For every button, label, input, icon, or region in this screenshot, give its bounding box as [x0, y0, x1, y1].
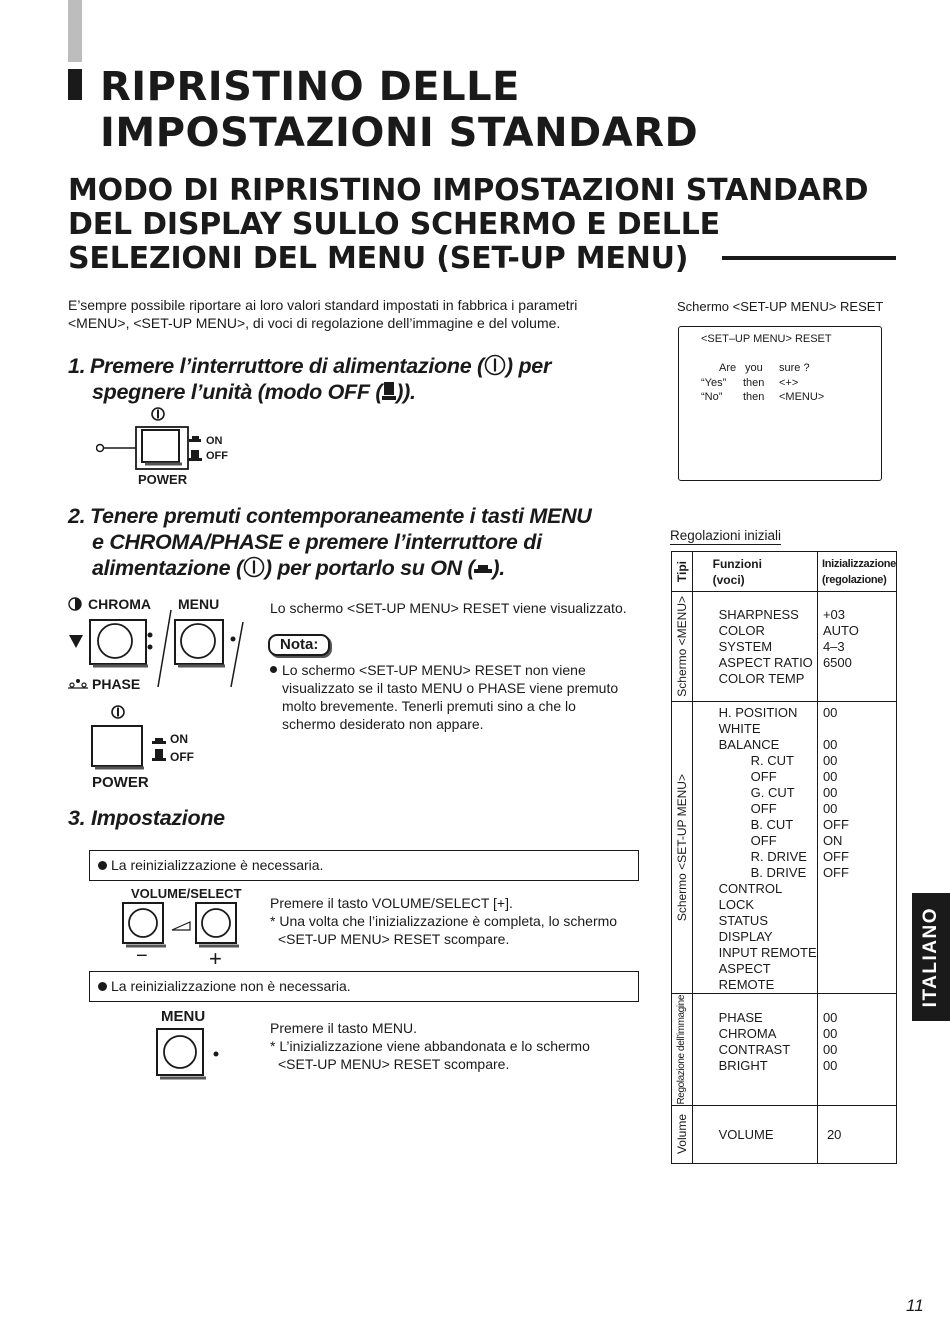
- column-header-inizializzazione: Inizializzazione (regolazione): [817, 552, 896, 592]
- off-position-icon: [155, 749, 163, 759]
- page-number: 11: [906, 1296, 924, 1315]
- intro-paragraph: E’sempre possibile riportare ai loro valori standard impostati in fabbrica i parametri <MENU>, <SET-UP MENU>, di voci di regolazione dell’immagine e del volume.: [68, 297, 578, 331]
- power-button: [142, 430, 179, 462]
- section-title-rule: [722, 256, 896, 260]
- power-button: [92, 726, 142, 766]
- screen-caption: Schermo <SET-UP MENU> RESET: [677, 299, 884, 314]
- bullet-icon: [270, 666, 277, 673]
- case-1-text: Premere il tasto VOLUME/SELECT [+]. * Una volta che l’inizializzazione è completa, lo schermo <SET-UP MENU> RESET scompare.: [270, 895, 618, 947]
- menu-label: MENU: [178, 596, 220, 612]
- on-position-icon: [152, 741, 166, 744]
- column-header-funzioni: Funzioni (voci): [692, 552, 817, 592]
- power-symbol-icon: [484, 354, 506, 376]
- off-position-icon: [382, 381, 396, 401]
- minus-label: −: [136, 945, 148, 967]
- volume-ramp-icon: [172, 922, 190, 930]
- menu-button-diagram: [154, 1026, 224, 1082]
- case-2-text: Premere il tasto MENU. * L’inizializzazione viene abbandonata e lo schermo <SET-UP MENU> RESET scompare.: [270, 1020, 590, 1072]
- section-title: MODO DI RIPRISTINO IMPOSTAZIONI STANDARD DEL DISPLAY SULLO SCHERMO E DELLE SELEZIONI DEL MENU (SET-UP MENU): [68, 173, 869, 276]
- plus-label: +: [209, 946, 222, 971]
- step-2: 2. Tenere premuti contemporaneamente i tasti MENU e CHROMA/PHASE e premere l’interruttore di alimentazione ( ) per portarlo su ON ( ).: [68, 504, 592, 580]
- initial-settings-table: [671, 551, 897, 1164]
- menu-label: MENU: [161, 1008, 206, 1025]
- table-caption: Regolazioni iniziali: [670, 528, 782, 543]
- power-label: POWER: [92, 774, 149, 791]
- volume-select-label: VOLUME/SELECT: [131, 886, 242, 901]
- table-row: Regolazione dell’immagine PHASE CHROMA CONTRAST BRIGHT 00 00 00 00: [672, 994, 897, 1106]
- table-row: Schermo <MENU> SHARPNESS COLOR SYSTEM ASPECT RATIO COLOR TEMP +03 AUTO 4–3 6500: [672, 592, 897, 702]
- table-row: Schermo <SET-UP MENU> H. POSITION WHITE BALANCE R. CUT OFF G. CUT OFF B. CUT OFF R. DRIVE B. DRIVE CONTROL LOCK STATUS DISPLAY INPUT REMOTE ASPECT REMOTE 00 00 00 00 00 00 OFF ON OFF OFF: [672, 702, 897, 994]
- phase-icon: [68, 679, 88, 688]
- screen-title: <SET–UP MENU> RESET: [701, 333, 832, 345]
- off-label: OFF: [206, 450, 228, 462]
- bullet-icon: [98, 861, 107, 870]
- table-row: Volume VOLUME 20: [672, 1106, 897, 1164]
- header-grey-bar: [68, 0, 82, 62]
- chroma-label: CHROMA: [88, 596, 151, 612]
- on-label: ON: [206, 435, 223, 447]
- on-label: ON: [170, 732, 188, 746]
- title-marker: [68, 69, 82, 100]
- nota-text: Lo schermo <SET-UP MENU> RESET non viene visualizzato se il tasto MENU o PHASE viene premuto molto brevemente. Tenerli premuti sino a che lo schermo desiderato non appare.: [270, 661, 650, 733]
- page-title: RIPRISTINO DELLE IMPOSTAZIONI STANDARD: [100, 64, 699, 156]
- bullet-icon: [98, 982, 107, 991]
- on-position-icon: [474, 563, 492, 575]
- case-2-header: La reinizializzazione non è necessaria.: [89, 971, 639, 1002]
- case-1-header: La reinizializzazione è necessaria.: [89, 850, 639, 881]
- step-3: 3. Impostazione: [68, 806, 225, 830]
- off-label: OFF: [170, 750, 194, 764]
- triangle-down-icon: [69, 635, 83, 648]
- step-2-result: Lo schermo <SET-UP MENU> RESET viene visualizzato.: [270, 600, 627, 616]
- column-header-tipi: Tipi: [674, 560, 689, 583]
- off-position-icon: [191, 450, 199, 459]
- table-header-row: [672, 552, 897, 592]
- nota-badge: Nota:: [268, 634, 330, 656]
- setup-menu-reset-screen: <SET–UP MENU> RESET Are you sure ? “Yes” then <+> “No” then <MENU>: [678, 326, 882, 481]
- power-label: POWER: [138, 472, 188, 487]
- language-tab: ITALIANO: [912, 893, 950, 1021]
- step-1: 1. Premere l’interruttore di alimentazione ( ) per spegnere l’unità (modo OFF ( )).: [68, 354, 552, 404]
- phase-label: PHASE: [92, 676, 141, 692]
- on-position-icon: [189, 439, 201, 442]
- power-symbol-icon: [243, 556, 265, 578]
